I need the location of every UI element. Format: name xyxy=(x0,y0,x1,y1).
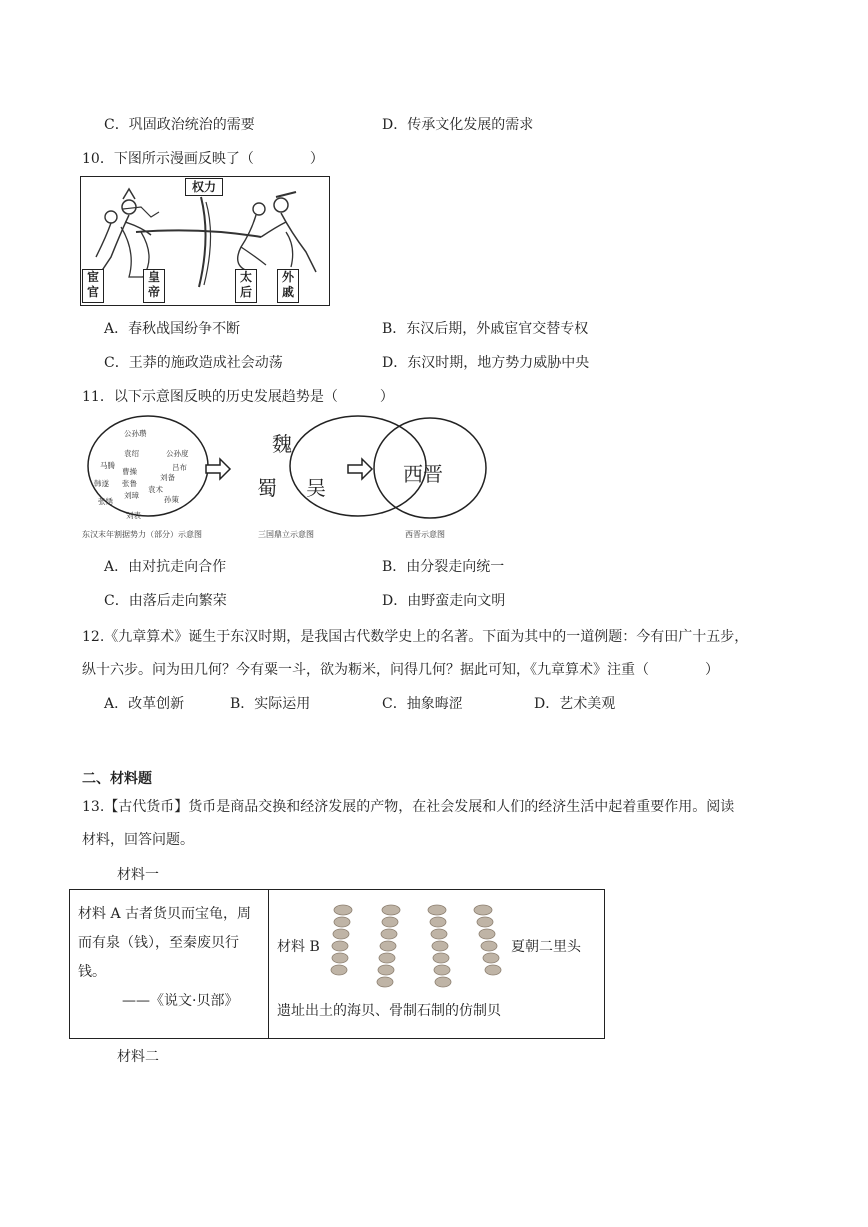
warlord-name: 公孙度 xyxy=(166,449,189,458)
q9-option-d[interactable]: D．传承文化发展的需求 xyxy=(382,117,534,133)
q13-stem-line1: 13.【古代货币】货币是商品交换和经济发展的产物，在社会发展和人们的经济生活中起着重要作用。阅读 xyxy=(82,799,735,815)
q10-option-b[interactable]: B．东汉后期，外戚宦官交替专权 xyxy=(382,321,589,337)
q11-option-b[interactable]: B．由分裂走向统一 xyxy=(382,559,505,575)
material-table xyxy=(69,889,605,1039)
material-b-label: 材料 B xyxy=(277,939,320,955)
q12-option-d[interactable]: D．艺术美观 xyxy=(534,696,616,712)
warlord-name: 吕布 xyxy=(172,463,187,472)
warlord-name: 马腾 xyxy=(100,461,115,470)
shu-label: 蜀 xyxy=(257,476,277,500)
material2-label: 材料二 xyxy=(117,1049,159,1065)
q10-option-d[interactable]: D．东汉时期，地方势力威胁中央 xyxy=(382,355,590,371)
label-power: 权力 xyxy=(185,178,223,196)
warlord-name: 孙策 xyxy=(164,495,179,504)
q12-option-b[interactable]: B．实际运用 xyxy=(230,696,311,712)
map3-caption: 西晋示意图 xyxy=(405,530,445,539)
material-a-line2: 而有泉（钱），至秦废贝行 xyxy=(78,935,239,951)
label-emperor: 皇帝 xyxy=(143,269,165,303)
map1-caption: 东汉末年割据势力（部分）示意图 xyxy=(82,530,202,539)
warlord-name: 刘表 xyxy=(126,511,141,520)
warlord-name: 张鲁 xyxy=(122,479,137,488)
q11-option-a[interactable]: A．由对抗走向合作 xyxy=(104,559,227,575)
map2-caption: 三国鼎立示意图 xyxy=(258,530,314,539)
q12-option-c[interactable]: C．抽象晦涩 xyxy=(382,696,463,712)
q12-option-a[interactable]: A．改革创新 xyxy=(104,696,185,712)
material-a-source: ——《说文·贝部》 xyxy=(122,993,239,1009)
material-b-cell xyxy=(269,890,605,1039)
q12-stem-line1: 12.《九章算术》诞生于东汉时期，是我国古代数学史上的名著。下面为其中的一道例题：今有田广十五步， xyxy=(82,629,749,645)
warlord-name: 韩遂 xyxy=(94,479,109,488)
warlord-name: 袁术 xyxy=(148,485,163,494)
q10-stem: 10．下图所示漫画反映了（ ） xyxy=(82,151,324,167)
warlord-name: 刘璋 xyxy=(124,491,139,500)
q11-option-c[interactable]: C．由落后走向繁荣 xyxy=(104,593,227,609)
q11-stem: 11．以下示意图反映的历史发展趋势是（ ） xyxy=(82,389,394,405)
seashell-image xyxy=(321,900,521,996)
wu-label: 吴 xyxy=(306,476,326,500)
warlord-name: 袁绍 xyxy=(124,449,139,458)
warlord-name: 公孙瓒 xyxy=(124,429,147,438)
section-title: 二、材料题 xyxy=(82,771,152,787)
warlord-name: 刘备 xyxy=(160,473,175,482)
material-b-right-text: 夏朝二里头 xyxy=(511,939,581,955)
arrow-icon xyxy=(204,456,264,486)
q10-option-c[interactable]: C．王莽的施政造成社会动荡 xyxy=(104,355,283,371)
q9-option-c[interactable]: C．巩固政治统治的需要 xyxy=(104,117,255,133)
material-b-caption: 遗址出土的海贝、骨制石制的仿制贝 xyxy=(277,1003,501,1019)
material-a-line3: 钱。 xyxy=(78,964,106,980)
q12-stem-line2: 纵十六步。问为田几何？今有粟一斗，欲为粝米，问得几何？据此可知，《九章算术》注重（ ） xyxy=(82,662,719,678)
q11-option-d[interactable]: D．由野蛮走向文明 xyxy=(382,593,506,609)
wei-label: 魏 xyxy=(272,432,292,456)
label-eunuch: 宦官 xyxy=(82,269,104,303)
material-a-line1: 材料 A 古者货贝而宝龟，周 xyxy=(78,906,252,922)
q10-option-a[interactable]: A．春秋战国纷争不断 xyxy=(104,321,241,337)
label-relatives: 外戚 xyxy=(277,269,299,303)
western-jin-label: 西晋 xyxy=(403,462,443,486)
q10-cartoon xyxy=(80,176,330,306)
material1-label: 材料一 xyxy=(117,867,159,883)
warlord-name: 曹操 xyxy=(122,467,137,476)
q13-stem-line2: 材料，回答问题。 xyxy=(82,832,194,848)
material-a-cell xyxy=(70,890,269,1039)
label-empress-dowager: 太后 xyxy=(235,269,257,303)
warlord-name: 张绣 xyxy=(98,497,113,506)
